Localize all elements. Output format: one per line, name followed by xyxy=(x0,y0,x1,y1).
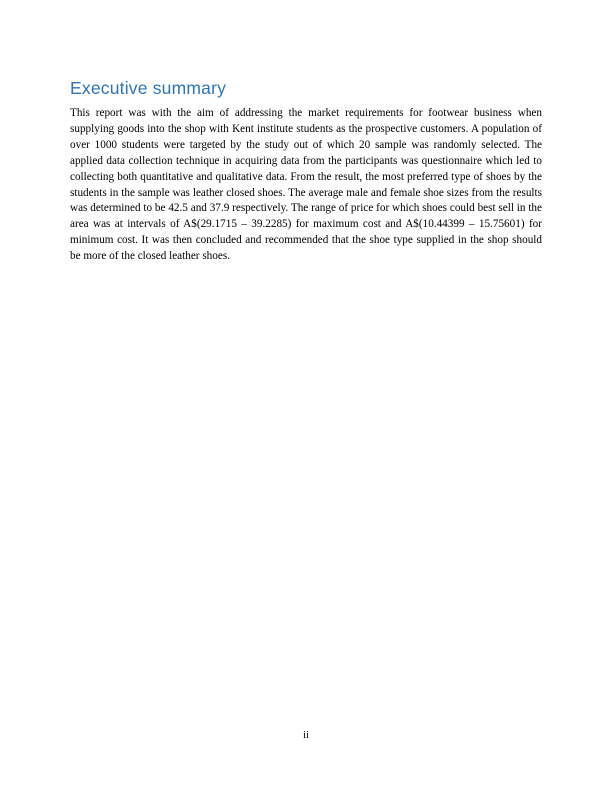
page-title: Executive summary xyxy=(70,78,227,98)
executive-summary-paragraph: This report was with the aim of addressing the market requirements for footwear business when supplying goods into the shop with Kent institute students as the prospective customers. A population of over 1000 students were targeted by the study out of which 20 sample was randomly selected. The applied data collection technique in acquiring data from the participants was questionnaire which led to collecting both quantitative and qualitative data. From the result, the most preferred type of shoes by the students in the sample was leather closed shoes. The average male and female shoe sizes from the results was determined to be 42.5 and 37.9 respectively. The range of price for which shoes could best sell in the area was at intervals of A$(29.1715 – 39.2285) for maximum cost and A$(10.44399 – 15.75601) for minimum cost. It was then concluded and recommended that the shoe type supplied in the shop should be more of the closed leather shoes. xyxy=(70,107,542,263)
page-number: ii xyxy=(303,730,309,741)
page-content xyxy=(70,78,542,265)
